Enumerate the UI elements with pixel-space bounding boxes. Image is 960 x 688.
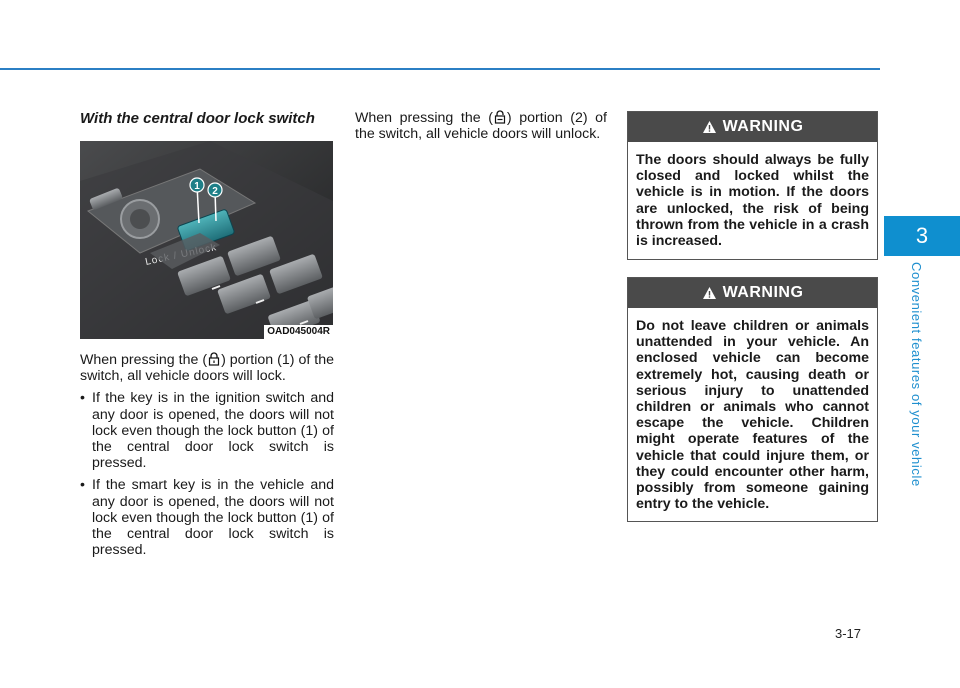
page-number: 3-17	[835, 626, 862, 641]
lock-text-before: When pressing the (	[80, 352, 208, 368]
callout-1: 1	[194, 181, 200, 192]
chapter-number: 3	[915, 223, 929, 248]
warning-triangle-icon	[702, 286, 717, 300]
door-panel-illustration	[80, 141, 333, 339]
lock-text-after: ) portion (1) of the switch, all vehicle doors will lock.	[80, 352, 334, 385]
section-heading: With the central door lock switch	[80, 110, 315, 127]
warning-triangle-icon	[702, 120, 717, 134]
warning-title: WARNING	[722, 118, 804, 135]
list-item: • If the key is in the ignition switch and any door is opened, the doors will not lock even though the lock button (1) of the central door lock switch is pressed.	[80, 390, 334, 471]
left-column	[80, 110, 334, 564]
warning-box-2	[627, 277, 878, 522]
warning-text: The doors should always be fully closed and locked whilst the vehicle is in motion. If the doors are unlocked, the risk of being thrown from the vehicle in a crash is increased.	[636, 152, 869, 250]
warning-box-1	[627, 111, 878, 260]
header-rule	[0, 68, 880, 70]
switch-label: Lock	[144, 251, 172, 268]
chapter-title: Convenient features of your vehicle	[909, 262, 924, 487]
image-code: OAD045004R	[264, 325, 333, 339]
warning-title: WARNING	[722, 284, 804, 301]
unlock-icon	[494, 110, 506, 124]
chapter-tab	[884, 216, 960, 256]
middle-column	[355, 110, 607, 142]
door-lock-switch-photo	[80, 141, 333, 339]
unlock-text-after: ) portion (2) of the switch, all vehicle doors will unlock.	[355, 110, 607, 143]
warning-header	[628, 278, 877, 308]
lock-icon	[208, 352, 220, 366]
warning-text: Do not leave children or animals unattended in your vehicle. An enclosed vehicle can become extremely hot, causing death or serious injury to unattended children or animals who cannot escape the vehicle. Children might operate features of the vehicle that could injure them, or they could encounter other harm, possibly from someone gaining entry to the vehicle.	[636, 318, 869, 513]
callout-2: 2	[212, 186, 218, 197]
unlock-text-before: When pressing the (	[355, 110, 493, 126]
bullet-list	[80, 390, 334, 558]
lock-paragraph	[80, 352, 334, 384]
warning-header	[628, 112, 877, 142]
list-item: • If the smart key is in the vehicle and any door is opened, the doors will not lock even though the lock button (1) of the central door lock switch is pressed.	[80, 477, 334, 558]
unlock-paragraph	[355, 110, 607, 142]
